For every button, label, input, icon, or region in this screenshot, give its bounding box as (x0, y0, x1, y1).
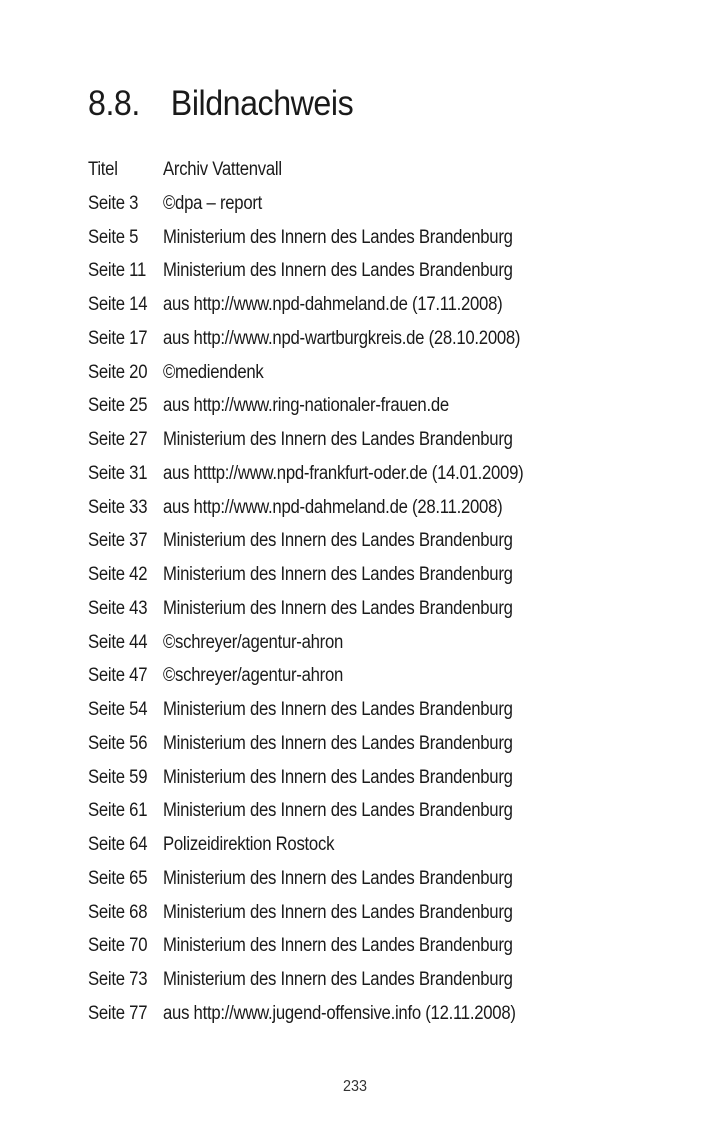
credit-row (88, 389, 573, 423)
credit-row (88, 558, 573, 592)
credit-row (88, 794, 573, 828)
credit-page-label: Seite 42 (88, 564, 148, 585)
credit-source: aus http://www.npd-dahmeland.de (28.11.2008) (163, 496, 503, 518)
credit-page-label: Seite 65 (88, 867, 148, 889)
credit-page-label: Seite 68 (88, 901, 148, 923)
credit-page-label: Seite 54 (88, 699, 148, 720)
credit-source: ©schreyer/agentur-ahron (163, 631, 344, 653)
credit-page-label: Seite 25 (88, 395, 148, 417)
credit-row (88, 491, 573, 525)
credit-page-label: Titel (88, 159, 118, 180)
credit-page-label: Seite 3 (88, 192, 139, 214)
section-number: 8.8. (88, 84, 140, 123)
credit-row (88, 626, 573, 660)
credit-source: Ministerium des Innern des Landes Brandenburg (163, 800, 513, 822)
credit-source: Ministerium des Innern des Landes Brandenburg (163, 935, 513, 957)
credit-source: aus htttp://www.npd-frankfurt-oder.de (14.01.2009) (163, 462, 524, 484)
credit-row (88, 929, 573, 963)
credit-page-label: Seite 61 (88, 800, 148, 822)
credit-page-label: Seite 44 (88, 631, 148, 653)
page-number: 233 (342, 1078, 368, 1095)
credit-source: Ministerium des Innern des Landes Brandenburg (163, 564, 513, 585)
credit-row (88, 828, 573, 862)
credit-page-label: Seite 31 (88, 462, 148, 484)
section-title: Bildnachweis (170, 84, 354, 123)
credit-row (88, 288, 573, 322)
credit-source: Ministerium des Innern des Landes Brandenburg (163, 699, 513, 720)
credit-page-label: Seite 20 (88, 361, 148, 383)
credit-page-label: Seite 43 (88, 597, 148, 619)
credit-page-label: Seite 33 (88, 496, 148, 518)
credit-source: aus http://www.npd-wartburgkreis.de (28.10.2008) (163, 327, 521, 349)
credit-row (88, 221, 573, 255)
credit-source: aus http://www.ring-nationaler-frauen.de (163, 395, 449, 417)
credit-row (88, 322, 573, 356)
credit-source: Ministerium des Innern des Landes Brandenburg (163, 260, 513, 282)
credit-row (88, 963, 573, 997)
credit-row (88, 896, 573, 930)
credit-row (88, 727, 573, 761)
credit-page-label: Seite 70 (88, 935, 148, 957)
credit-page-label: Seite 59 (88, 766, 148, 788)
credit-page-label: Seite 56 (88, 732, 148, 754)
credit-page-label: Seite 27 (88, 429, 148, 450)
credit-source: Ministerium des Innern des Landes Brandenburg (163, 766, 513, 788)
credit-source: Ministerium des Innern des Landes Brandenburg (163, 429, 513, 450)
credit-source: Ministerium des Innern des Landes Brandenburg (163, 867, 513, 889)
credit-row (88, 423, 573, 457)
credit-row (88, 153, 573, 187)
credit-source: ©dpa – report (163, 192, 263, 214)
image-credits-list (88, 153, 573, 1031)
credit-page-label: Seite 73 (88, 969, 148, 990)
credit-source: ©mediendenk (163, 361, 264, 383)
credit-row (88, 187, 573, 221)
credit-source: aus http://www.jugend-offensive.info (12.11.2008) (163, 1002, 516, 1024)
credit-row (88, 524, 573, 558)
credit-page-label: Seite 5 (88, 226, 139, 248)
credit-source: Ministerium des Innern des Landes Brandenburg (163, 226, 513, 248)
credit-row (88, 356, 573, 390)
credit-source: ©schreyer/agentur-ahron (163, 665, 344, 687)
credit-source: Ministerium des Innern des Landes Brandenburg (163, 969, 513, 990)
credit-row (88, 457, 573, 491)
credit-page-label: Seite 37 (88, 530, 148, 552)
credit-page-label: Seite 17 (88, 327, 148, 349)
credit-row (88, 997, 573, 1031)
credit-row (88, 659, 573, 693)
credit-page-label: Seite 64 (88, 834, 148, 855)
credit-row (88, 761, 573, 795)
credit-row (88, 693, 573, 727)
credit-source: Polizeidirektion Rostock (163, 834, 335, 855)
credit-source: Ministerium des Innern des Landes Brandenburg (163, 732, 513, 754)
credit-page-label: Seite 47 (88, 665, 148, 687)
credit-page-label: Seite 14 (88, 294, 148, 315)
credit-source: Ministerium des Innern des Landes Brandenburg (163, 597, 513, 619)
credit-page-label: Seite 11 (88, 260, 147, 282)
credit-source: Ministerium des Innern des Landes Brandenburg (163, 901, 513, 923)
credit-row (88, 254, 573, 288)
credit-row (88, 862, 573, 896)
section-heading (88, 80, 353, 128)
credit-source: Archiv Vattenvall (163, 159, 282, 180)
credit-source: aus http://www.npd-dahmeland.de (17.11.2008) (163, 294, 503, 315)
credit-row (88, 592, 573, 626)
credit-source: Ministerium des Innern des Landes Brandenburg (163, 530, 513, 552)
credit-page-label: Seite 77 (88, 1002, 148, 1024)
